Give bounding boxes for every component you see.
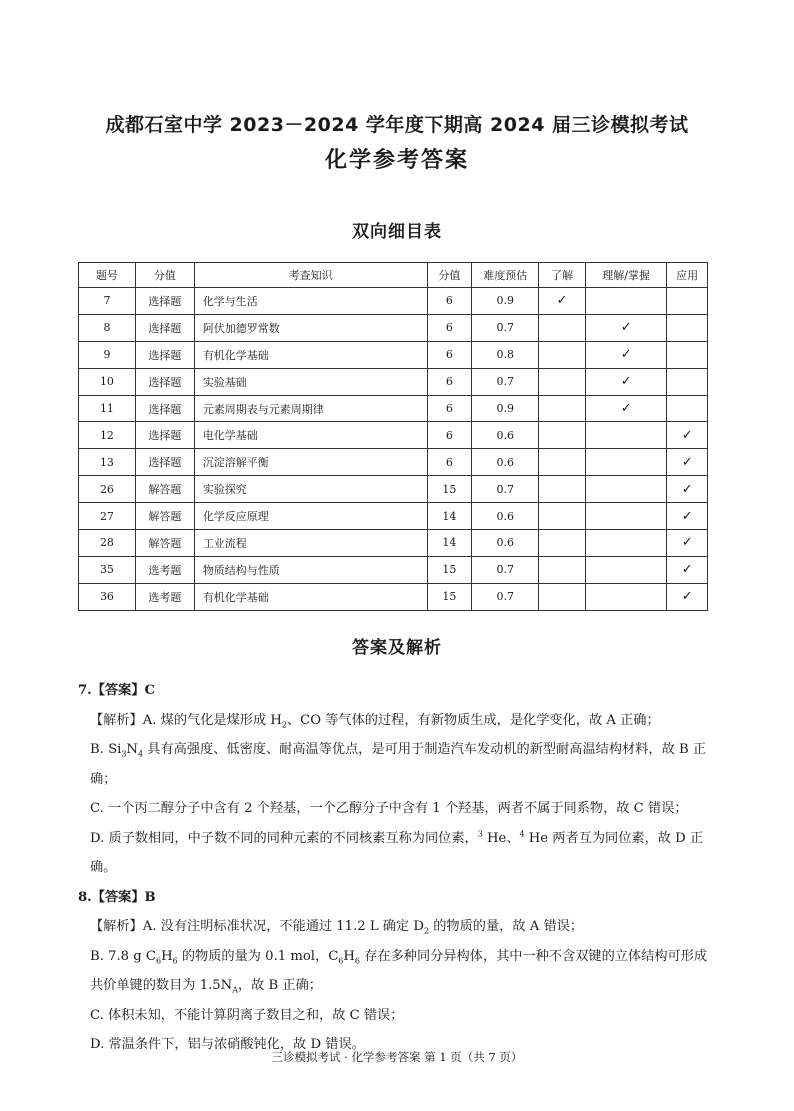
table-cell: 6 <box>427 422 472 449</box>
q8-explanation-d: D. 常温条件下，铝与浓硝酸钝化，故 D 错误。 <box>90 1037 365 1052</box>
table-cell: 35 <box>79 556 136 583</box>
table-cell: 11 <box>79 395 136 422</box>
check-cell: ✓ <box>667 449 708 476</box>
q7-explanation-a: 【解析】A. 煤的气化是煤形成 $H_2$、CO 等气体的过程，有新物质生成，是化学变化，故 A 正确； <box>90 712 660 730</box>
table-cell: 0.7 <box>472 476 539 503</box>
table-cell: 实验探究 <box>194 476 427 503</box>
q7-explanation-c: C. 一个丙二醇分子中含有 2 个羟基，一个乙醇分子中含有 1 个羟基，两者不属于同系物，故 C 错误； <box>90 801 688 816</box>
table-cell: 化学与生活 <box>194 288 427 315</box>
table-cell: 9 <box>79 341 136 368</box>
table-cell: 6 <box>427 314 472 341</box>
table-cell: 实验基础 <box>194 368 427 395</box>
table-cell: 26 <box>79 476 136 503</box>
q7-answer-heading: 7.【答案】C <box>78 683 156 698</box>
table-cell: 6 <box>427 288 472 315</box>
table-cell: 选择题 <box>135 341 194 368</box>
table-row <box>79 503 708 530</box>
table-cell: 7 <box>79 288 136 315</box>
spec-table <box>78 262 708 611</box>
answers-body <box>78 676 718 1060</box>
table-row <box>79 368 708 395</box>
check-cell: ✓ <box>539 288 586 315</box>
table-cell: 14 <box>427 503 472 530</box>
check-cell: ✓ <box>667 530 708 557</box>
table-cell: 10 <box>79 368 136 395</box>
table-row <box>79 476 708 503</box>
column-header: 分值 <box>427 263 472 288</box>
table-section-title: 双向细目表 <box>352 222 442 242</box>
table-cell: 0.6 <box>472 449 539 476</box>
table-cell: 0.7 <box>472 583 539 610</box>
table-cell: 选考题 <box>135 556 194 583</box>
check-cell <box>586 583 667 610</box>
check-cell: ✓ <box>667 583 708 610</box>
table-cell: 6 <box>427 449 472 476</box>
table-cell: 有机化学基础 <box>194 341 427 368</box>
check-cell: ✓ <box>667 556 708 583</box>
table-cell: 选择题 <box>135 288 194 315</box>
table-cell: 36 <box>79 583 136 610</box>
table-cell: 选择题 <box>135 422 194 449</box>
table-cell: 0.7 <box>472 368 539 395</box>
table-cell: 选择题 <box>135 368 194 395</box>
table-row <box>79 288 708 315</box>
check-cell <box>667 288 708 315</box>
check-cell <box>586 449 667 476</box>
table-cell: 13 <box>79 449 136 476</box>
check-cell <box>539 341 586 368</box>
check-cell <box>586 530 667 557</box>
table-cell: 沉淀溶解平衡 <box>194 449 427 476</box>
check-cell <box>539 422 586 449</box>
table-row <box>79 556 708 583</box>
check-cell <box>667 395 708 422</box>
table-cell: 15 <box>427 556 472 583</box>
table-cell: 有机化学基础 <box>194 583 427 610</box>
column-header: 分值 <box>135 263 194 288</box>
page-footer: 三诊模拟考试 · 化学参考答案 第 1 页（共 7 页） <box>271 1050 523 1064</box>
table-cell: 6 <box>427 368 472 395</box>
table-row <box>79 583 708 610</box>
column-header: 了解 <box>539 263 586 288</box>
check-cell <box>667 368 708 395</box>
table-cell: 0.6 <box>472 422 539 449</box>
table-cell: 选择题 <box>135 449 194 476</box>
exam-title: 成都石室中学 2023－2024 学年度下期高 2024 届三诊模拟考试 <box>105 114 689 136</box>
table-row <box>79 449 708 476</box>
check-cell <box>539 503 586 530</box>
table-cell: 14 <box>427 530 472 557</box>
table-cell: 选择题 <box>135 314 194 341</box>
table-header-row <box>79 263 708 288</box>
table-cell: 0.7 <box>472 556 539 583</box>
q8-answer-heading: 8.【答案】B <box>78 889 156 905</box>
check-cell: ✓ <box>586 395 667 422</box>
table-cell: 元素周期表与元素周期律 <box>194 395 427 422</box>
column-header: 题号 <box>79 263 136 288</box>
table-cell: 解答题 <box>135 476 194 503</box>
table-cell: 28 <box>79 530 136 557</box>
check-cell <box>586 476 667 503</box>
table-row <box>79 395 708 422</box>
table-cell: 物质结构与性质 <box>194 556 427 583</box>
table-cell: 8 <box>79 314 136 341</box>
column-header: 考查知识 <box>194 263 427 288</box>
table-cell: 15 <box>427 583 472 610</box>
check-cell <box>539 395 586 422</box>
table-cell: 电化学基础 <box>194 422 427 449</box>
table-cell: 阿伏加德罗常数 <box>194 314 427 341</box>
check-cell: ✓ <box>586 314 667 341</box>
table-row <box>79 341 708 368</box>
check-cell <box>586 288 667 315</box>
table-cell: 工业流程 <box>194 530 427 557</box>
check-cell: ✓ <box>586 368 667 395</box>
column-header: 应用 <box>667 263 708 288</box>
table-cell: 化学反应原理 <box>194 503 427 530</box>
exam-subtitle: 化学参考答案 <box>324 148 469 173</box>
table-cell: 6 <box>427 341 472 368</box>
check-cell <box>667 314 708 341</box>
table-cell: 0.9 <box>472 288 539 315</box>
q8-explanation-c: C. 体积未知，不能计算阴离子数目之和，故 C 错误； <box>90 1007 404 1023</box>
check-cell <box>667 341 708 368</box>
check-cell <box>539 449 586 476</box>
q7-explanation-d: D. 质子数相同，中子数不同的同种元素的不同核素互称为同位素，$^3$ He、$^4$ He 两者互为同位素，故 D 正确。 <box>90 829 704 875</box>
check-cell: ✓ <box>667 503 708 530</box>
table-cell: 解答题 <box>135 530 194 557</box>
check-cell <box>586 503 667 530</box>
column-header: 理解/掌握 <box>586 263 667 288</box>
table-row <box>79 314 708 341</box>
check-cell: ✓ <box>586 341 667 368</box>
check-cell <box>539 530 586 557</box>
table-cell: 选择题 <box>135 395 194 422</box>
q8-explanation-b: B. 7.8 g $C_6H_6$ 的物质的量为 0.1 mol，$C_6H_6$ 存在多种同分异构体，其中一种不含双键的立体结构可形成共价单键的数目为 $1.5N_A$，故 B 正确； <box>90 948 708 995</box>
check-cell: ✓ <box>667 476 708 503</box>
column-header: 难度预估 <box>472 263 539 288</box>
check-cell <box>539 556 586 583</box>
check-cell <box>539 368 586 395</box>
answers-title: 答案及解析 <box>352 638 442 658</box>
table-cell: 解答题 <box>135 503 194 530</box>
check-cell <box>539 476 586 503</box>
check-cell <box>539 583 586 610</box>
table-row <box>79 422 708 449</box>
table-cell: 15 <box>427 476 472 503</box>
check-cell: ✓ <box>667 422 708 449</box>
table-cell: 0.6 <box>472 530 539 557</box>
table-cell: 6 <box>427 395 472 422</box>
table-cell: 0.6 <box>472 503 539 530</box>
table-cell: 12 <box>79 422 136 449</box>
table-cell: 27 <box>79 503 136 530</box>
table-cell: 0.8 <box>472 341 539 368</box>
table-cell: 0.7 <box>472 314 539 341</box>
table-cell: 选考题 <box>135 583 194 610</box>
table-cell: 0.9 <box>472 395 539 422</box>
q7-explanation-b: B. $Si_3N_4$ 具有高强度、低密度、耐高温等优点，是可用于制造汽车发动机的新型耐高温结构材料，故 B 正确； <box>90 742 707 787</box>
check-cell <box>586 422 667 449</box>
check-cell <box>539 314 586 341</box>
check-cell <box>586 556 667 583</box>
q8-explanation-a: 【解析】A. 没有注明标准状况，不能通过 11.2 L 确定 $D_2$ 的物质的量，故 A 错误； <box>90 919 584 936</box>
table-row <box>79 530 708 557</box>
